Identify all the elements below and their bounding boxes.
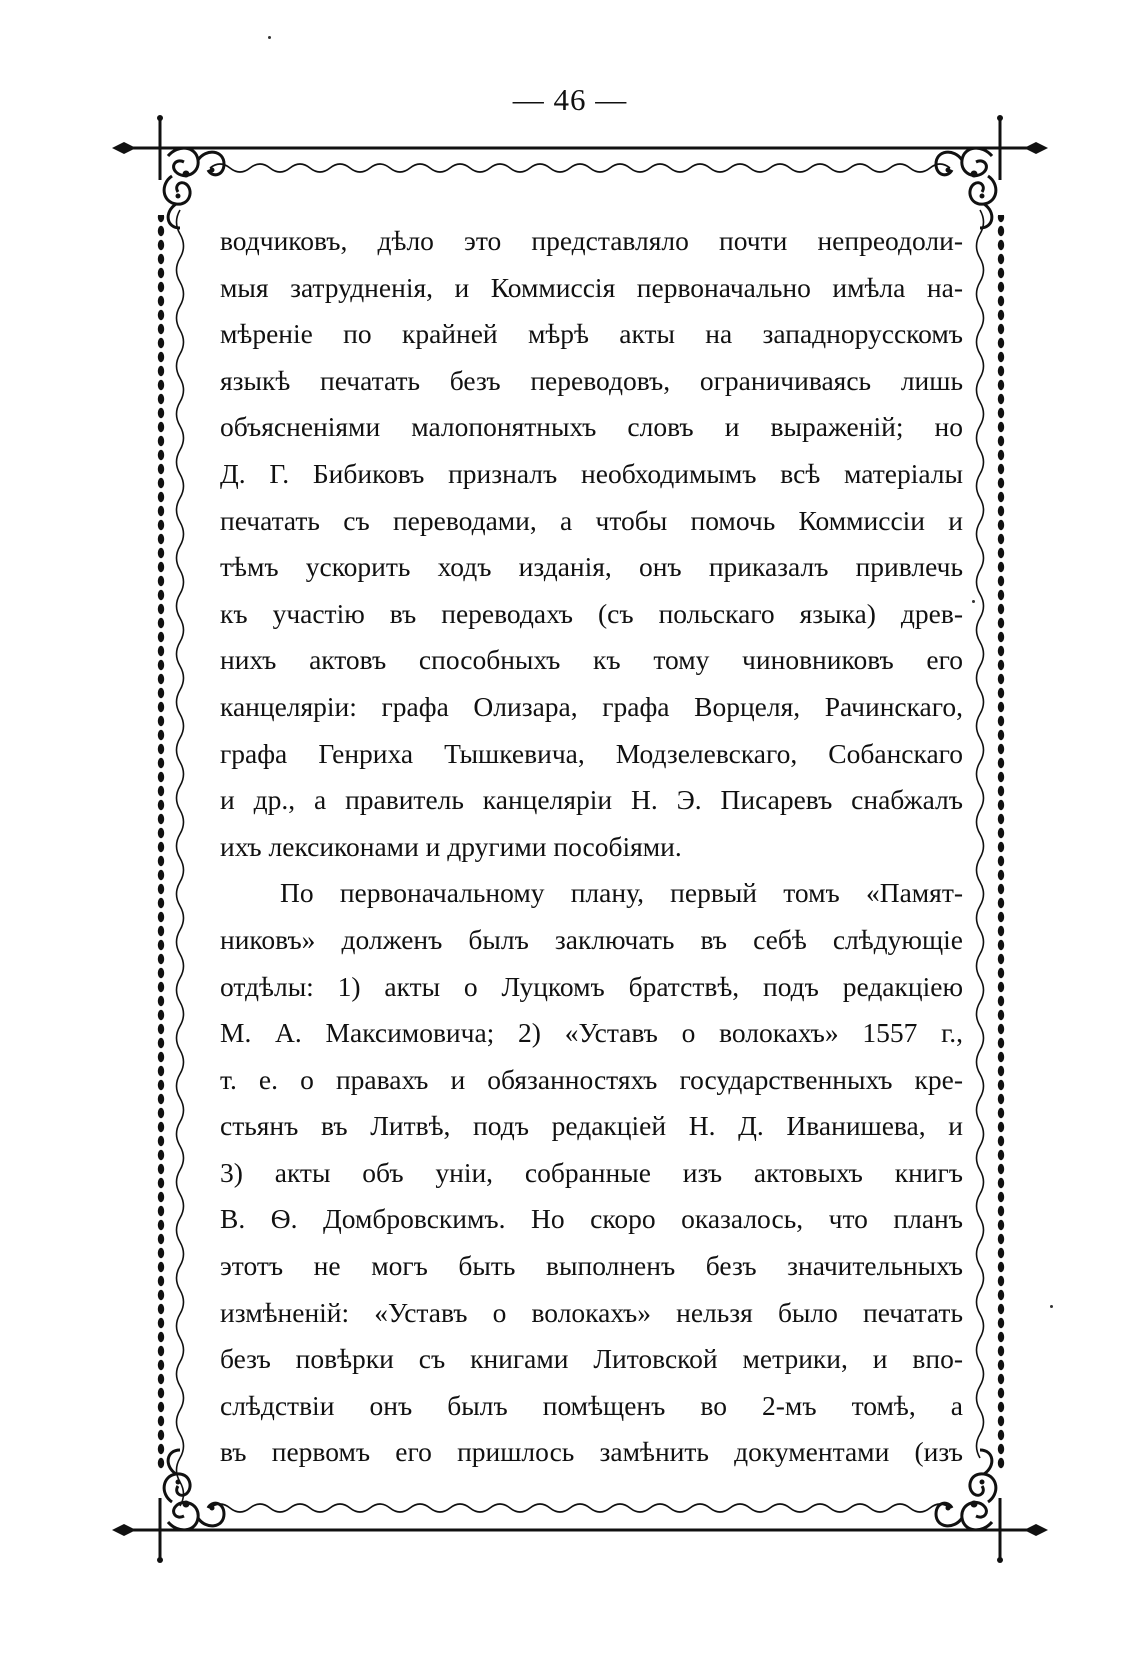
print-speck <box>1050 1305 1053 1308</box>
text-line: Д. Г. Бибиковъ призналъ необходимымъ всѣ матеріалы <box>220 457 963 489</box>
text-line: измѣненій: «Уставъ о волокахъ» нельзя было печатать <box>220 1296 963 1328</box>
text-line: мѣреніе по крайней мѣрѣ акты на западнорусскомъ <box>220 318 963 350</box>
paragraph-1 <box>220 218 963 870</box>
right-wave <box>977 210 984 1458</box>
left-wave <box>177 210 184 1506</box>
page-number: — 46 — <box>512 82 628 117</box>
text-line: По первоначальному плану, первый томъ «Памят- <box>280 877 963 909</box>
text-line: печатать съ переводами, а чтобы помочь Коммиссіи и <box>220 504 963 536</box>
text-line: объясненіями малопонятныхъ словъ и выраженій; но <box>220 411 963 443</box>
text-line: слѣдствіи онъ былъ помѣщенъ во 2-мъ томѣ, а <box>220 1389 963 1421</box>
text-line: мыя затрудненія, и Коммиссія первоначально имѣла на- <box>220 271 963 303</box>
bottom-rule <box>112 1498 1048 1563</box>
text-line: графа Генриха Тышкевича, Модзелевскаго, Собанскаго <box>220 737 963 769</box>
left-chain <box>153 215 167 1470</box>
bottom-wave <box>210 1504 950 1512</box>
text-line: стьянъ въ Литвѣ, подъ редакціей Н. Д. Иванишева, и <box>220 1110 963 1142</box>
text-line: тѣмъ ускорить ходъ изданія, онъ приказалъ привлечь <box>220 551 963 583</box>
corner-bottom-left <box>164 1450 224 1530</box>
main-text <box>220 218 963 1476</box>
top-wave <box>210 164 950 172</box>
print-speck <box>972 600 975 603</box>
print-speck <box>268 36 271 39</box>
paragraph-2 <box>220 870 963 1476</box>
text-line: В. Ѳ. Домбровскимъ. Но скоро оказалось, что планъ <box>220 1203 963 1235</box>
text-line: никовъ» долженъ былъ заключать въ себѣ слѣдующіе <box>220 923 963 955</box>
text-line: 3) акты объ уніи, собранные изъ актовыхъ книгъ <box>220 1156 963 1188</box>
text-line: ихъ лексиконами и другими пособіями. <box>220 830 682 862</box>
text-line: и др., а правитель канцеляріи Н. Э. Писаревъ снабжалъ <box>220 784 963 816</box>
text-line: въ первомъ его пришлось замѣнить документами (изъ <box>220 1436 963 1468</box>
text-line: нихъ актовъ способныхъ къ тому чиновниковъ его <box>220 644 963 676</box>
corner-top-right <box>936 148 996 228</box>
right-chain <box>993 215 1007 1470</box>
text-line: безъ повѣрки съ книгами Литовской метрики, и впо- <box>220 1343 963 1375</box>
text-line: языкѣ печатать безъ переводовъ, ограничиваясь лишь <box>220 364 963 396</box>
corner-top-left <box>164 148 224 228</box>
text-line: канцеляріи: графа Олизара, графа Ворцеля, Рачинскаго, <box>220 690 963 722</box>
text-line: водчиковъ, дѣло это представляло почти непреодоли- <box>220 225 963 256</box>
text-line: этотъ не могъ быть выполненъ безъ значительныхъ <box>220 1250 963 1282</box>
top-rule <box>112 115 1048 180</box>
text-line: къ участію въ переводахъ (съ польскаго языка) древ- <box>220 597 963 629</box>
text-line: М. А. Максимовича; 2) «Уставъ о волокахъ» 1557 г., <box>220 1017 963 1049</box>
text-line: отдѣлы: 1) акты о Луцкомъ братствѣ, подъ редакціею <box>220 970 963 1002</box>
text-line: т. е. о правахъ и обязанностяхъ государственныхъ кре- <box>220 1063 963 1095</box>
